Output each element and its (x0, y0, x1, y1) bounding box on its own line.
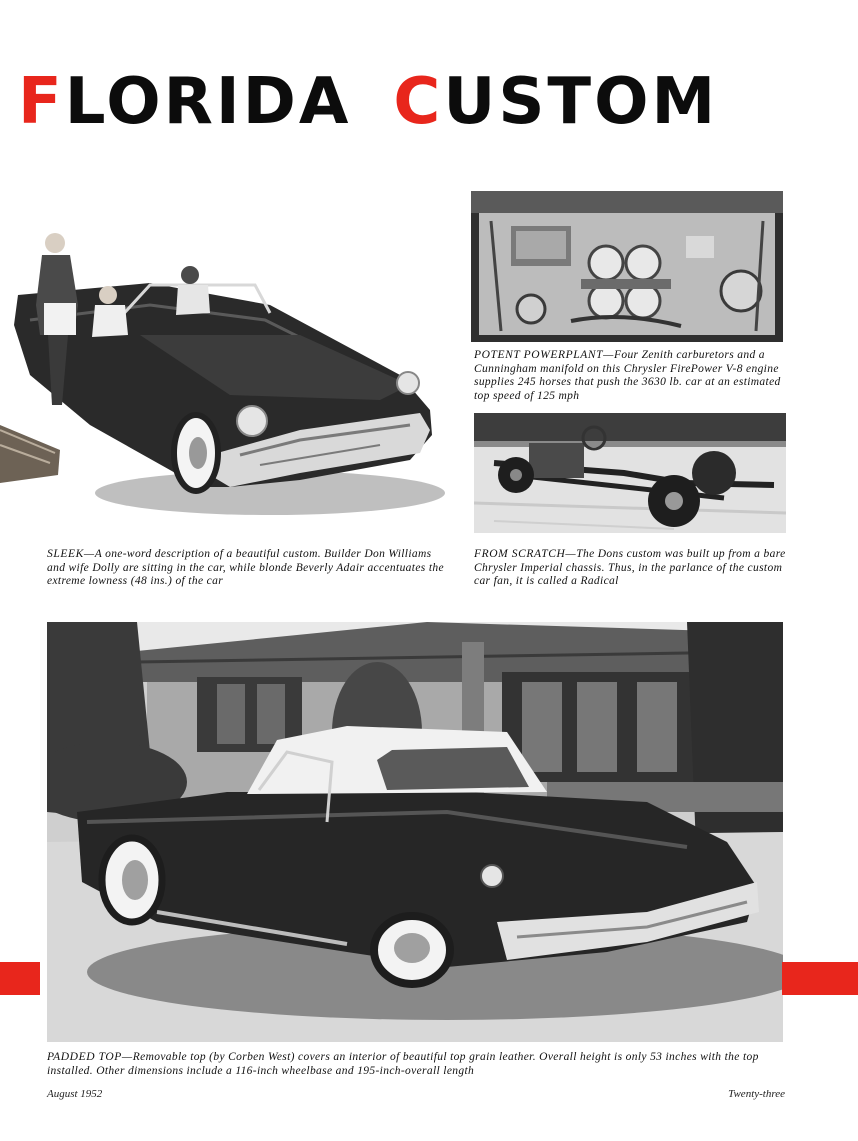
engine-bay-photo (471, 191, 783, 342)
caption-lead: PADDED TOP— (47, 1051, 133, 1063)
title-initial-c: C (393, 65, 444, 139)
page-number: Twenty-three (728, 1088, 785, 1100)
caption-from-scratch (474, 548, 786, 589)
caption-lead: SLEEK— (47, 548, 95, 560)
title-word-lorida: LORIDA (64, 65, 352, 139)
caption-text: Removable top (by Corben West) covers an interior of beautiful top grain leather. Overall height is only 53 inches with the top installed. Other dimensions include a 116-inch wheelbase and 195-inch-overall length (47, 1051, 759, 1077)
caption-sleek (47, 548, 447, 589)
article-title (18, 62, 718, 142)
title-initial-f: F (18, 65, 65, 139)
hardtop-car-house-photo (47, 622, 783, 1042)
convertible-car-photo (0, 225, 448, 530)
issue-date: August 1952 (47, 1088, 103, 1100)
red-edge-tab-right (782, 962, 858, 995)
caption-potent-powerplant (474, 349, 786, 403)
bare-chassis-photo (474, 413, 786, 533)
caption-padded-top (47, 1051, 787, 1078)
caption-lead: POTENT POWERPLANT— (474, 349, 614, 361)
title-word-ustom: USTOM (443, 65, 719, 139)
caption-text: A one-word description of a beautiful custom. Builder Don Williams and wife Dolly are sitting in the car, while blonde Beverly Adair accentuates the extreme lowness (48 ins.) of the car (47, 548, 444, 587)
caption-lead: FROM SCRATCH— (474, 548, 577, 560)
caption-text: The Dons custom was built up from a bare Chrysler Imperial chassis. Thus, in the parlance of the custom car fan, it is called a Radical (474, 548, 786, 587)
caption-text: Four Zenith carburetors and a Cunningham manifold on this Chrysler FirePower V-8 engine supplies 245 horses that push the 3630 lb. car at an estimated top speed of 125 mph (474, 349, 781, 402)
red-edge-tab-left (0, 962, 40, 995)
